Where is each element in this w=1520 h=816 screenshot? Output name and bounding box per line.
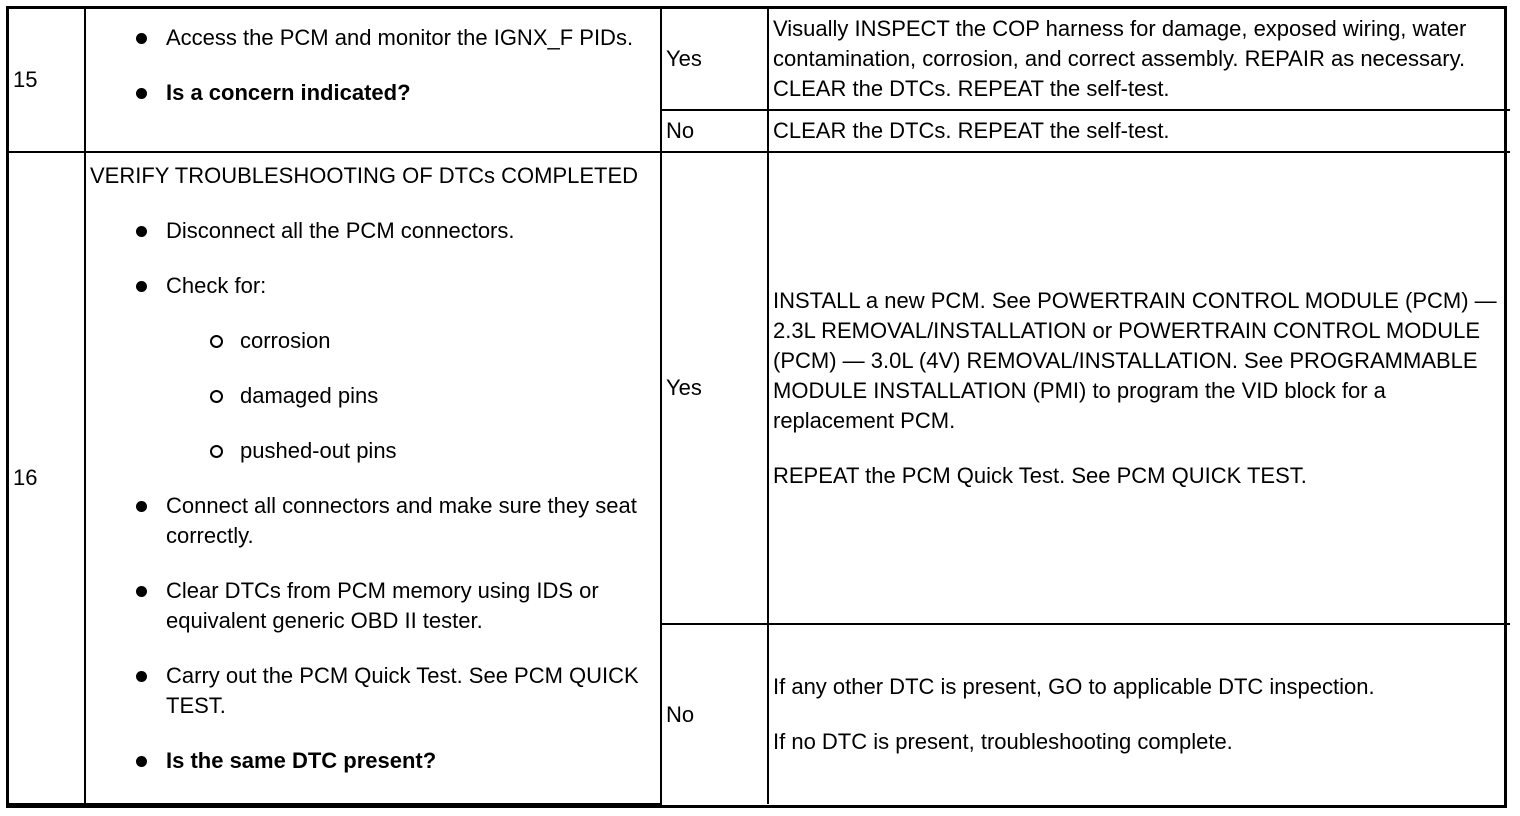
circle-bullet-icon (210, 335, 223, 348)
action-item (90, 216, 652, 246)
action-text: Access the PCM and monitor the IGNX_F PIDs. (166, 25, 634, 50)
bullet-icon (136, 501, 147, 512)
action-item (90, 576, 652, 636)
step-15-row-yes (9, 9, 1510, 110)
diagnostic-steps-table (9, 9, 1510, 805)
result-paragraph: If no DTC is present, troubleshooting complete. (773, 729, 1233, 754)
step-actions (85, 152, 661, 804)
bullet-icon (136, 671, 147, 682)
answer-no: No (661, 624, 768, 804)
action-item (90, 491, 652, 551)
action-text: Is a concern indicated? (166, 80, 411, 105)
sub-item-text: pushed-out pins (240, 438, 397, 463)
bullet-icon (136, 281, 147, 292)
step-heading: VERIFY TROUBLESHOOTING OF DTCs COMPLETED (90, 163, 639, 188)
action-text: Check for: (166, 273, 267, 298)
answer-yes: Yes (661, 9, 768, 110)
result-paragraph: Visually INSPECT the COP harness for damage, exposed wiring, water contamination, corrosion, and correct assembly. REPAIR as necessary. CLEAR the DTCs. REPEAT the self-test. (773, 16, 1467, 101)
step-actions (85, 9, 661, 152)
action-list (90, 23, 652, 108)
action-item-question (90, 746, 652, 776)
bullet-icon (136, 226, 147, 237)
result-paragraph: INSTALL a new PCM. See POWERTRAIN CONTROL MODULE (PCM) — 2.3L REMOVAL/INSTALLATION or POWERTRAIN CONTROL MODULE (PCM) — 3.0L (4V) REMOVAL/INSTALLATION. See PROGRAMMABLE MODULE INSTALLATION (PMI) to program the VID block for a replacement PCM. (773, 287, 1497, 433)
result-paragraph: REPEAT the PCM Quick Test. See PCM QUICK TEST. (773, 462, 1307, 488)
step-number: 16 (9, 152, 85, 804)
circle-bullet-icon (210, 390, 223, 403)
result-yes (768, 9, 1510, 110)
result-no (768, 110, 1510, 152)
action-text: Carry out the PCM Quick Test. See PCM QUICK TEST. (166, 663, 639, 718)
action-text: Disconnect all the PCM connectors. (166, 218, 515, 243)
step-number: 15 (9, 9, 85, 152)
check-sub-list (166, 326, 652, 466)
action-text: Connect all connectors and make sure they seat correctly. (166, 493, 637, 548)
sub-item (90, 326, 652, 356)
circle-bullet-icon (210, 445, 223, 458)
sub-item-text: corrosion (240, 328, 331, 353)
bullet-icon (136, 756, 147, 767)
sub-item (90, 436, 652, 466)
diagnostic-table-page (6, 6, 1507, 808)
bullet-icon (136, 88, 147, 99)
result-yes (768, 152, 1510, 624)
answer-no: No (661, 110, 768, 152)
bullet-icon (136, 586, 147, 597)
answer-yes: Yes (661, 152, 768, 624)
action-item-question (90, 78, 652, 108)
action-item (90, 23, 652, 53)
bullet-icon (136, 33, 147, 44)
action-text: Clear DTCs from PCM memory using IDS or equivalent generic OBD II tester. (166, 578, 599, 633)
action-list (90, 216, 652, 776)
action-item (90, 661, 652, 721)
sub-item (90, 381, 652, 411)
action-item (90, 271, 652, 466)
result-paragraph: If any other DTC is present, GO to applicable DTC inspection. (773, 674, 1375, 699)
sub-item-text: damaged pins (240, 383, 379, 408)
result-paragraph: CLEAR the DTCs. REPEAT the self-test. (773, 118, 1170, 143)
result-no (768, 624, 1510, 804)
step-16-row-yes (9, 152, 1510, 624)
action-text: Is the same DTC present? (166, 748, 437, 773)
